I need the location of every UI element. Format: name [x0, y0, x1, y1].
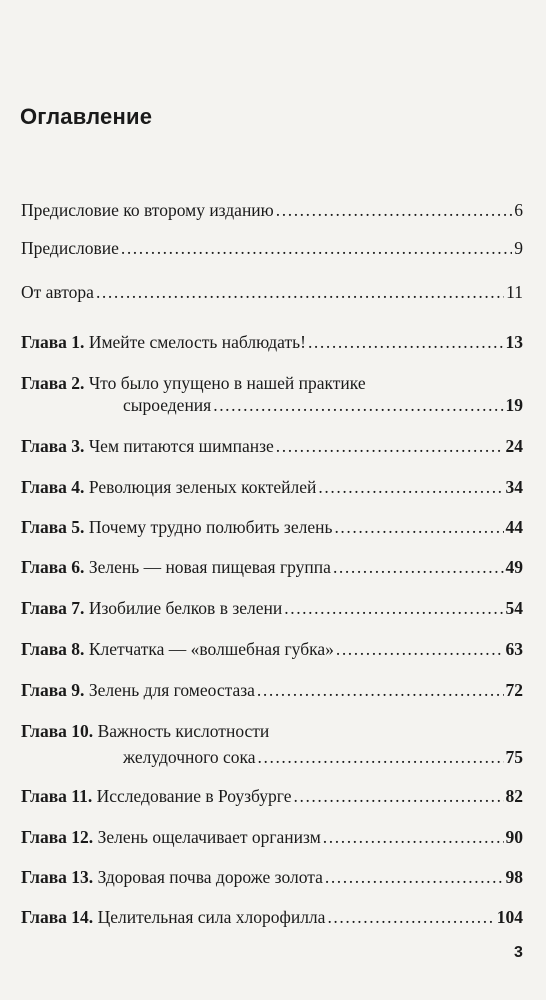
- toc-entry-title: Исследование в Роузбурге: [96, 786, 292, 806]
- toc-entry-page: 54: [505, 598, 523, 618]
- toc-entry-page: 44: [505, 517, 523, 537]
- chapter-label: Глава 11.: [21, 786, 93, 806]
- toc-entry-chapter-10: [21, 720, 523, 768]
- toc-entry-title: Предисловие ко второму изданию: [21, 200, 274, 220]
- toc-entry-chapter-14: [21, 906, 523, 928]
- toc-entry-page: 90: [505, 827, 523, 847]
- toc-entry-title: Имейте смелость наблюдать!: [88, 332, 306, 352]
- dot-leader: [276, 199, 512, 221]
- toc-entry-title: Изобилие белков в зелени: [88, 598, 283, 618]
- toc-entry-page: 49: [505, 557, 523, 577]
- dot-leader: [294, 785, 504, 807]
- chapter-label: Глава 9.: [21, 680, 85, 700]
- chapter-label: Глава 6.: [21, 557, 85, 577]
- toc-entry-title: Целительная сила хлорофилла: [97, 907, 326, 927]
- dot-leader: [333, 556, 504, 578]
- toc-entry-from-author: [21, 281, 523, 303]
- toc-entry-chapter-12: [21, 826, 523, 848]
- toc-entry-page: 82: [505, 786, 523, 806]
- toc-entry-page: 34: [505, 477, 523, 497]
- dot-leader: [121, 237, 512, 259]
- toc-entry-title: Почему трудно полюбить зелень: [88, 517, 333, 537]
- toc-entry-chapter-4: [21, 476, 523, 498]
- toc-entry-page: 72: [505, 680, 523, 700]
- toc-entry-page: 19: [505, 395, 523, 415]
- chapter-label: Глава 3.: [21, 436, 85, 456]
- toc-entry-title: Революция зеленых коктейлей: [88, 477, 317, 497]
- toc-entry-page: 63: [505, 639, 523, 659]
- toc-entry-title: Что было упущено в нашей практике: [88, 373, 366, 393]
- toc-entry-chapter-9: [21, 679, 523, 701]
- toc-entry-chapter-7: [21, 597, 523, 619]
- page-number: 3: [514, 944, 523, 961]
- toc-entry-title: Предисловие: [21, 238, 119, 258]
- chapter-label: Глава 1.: [21, 332, 85, 352]
- toc-entry-page: 75: [505, 747, 523, 767]
- dot-leader: [284, 597, 503, 619]
- toc-entry-chapter-3: [21, 435, 523, 457]
- toc-entry-page: 9: [514, 238, 523, 258]
- chapter-label: Глава 10.: [21, 721, 94, 741]
- toc-entry-foreword: [21, 237, 523, 259]
- chapter-label: Глава 8.: [21, 639, 85, 659]
- toc-entry-chapter-5: [21, 516, 523, 538]
- toc-heading: Оглавление: [20, 104, 153, 129]
- dot-leader: [334, 516, 503, 538]
- chapter-label: Глава 14.: [21, 907, 94, 927]
- dot-leader: [258, 746, 504, 768]
- toc-entry-page: 98: [505, 867, 523, 887]
- toc-entry-page: 6: [514, 200, 523, 220]
- toc-entry-title: Зелень для гомеостаза: [88, 680, 255, 700]
- dot-leader: [327, 906, 494, 928]
- toc-entry-page: 13: [505, 332, 523, 352]
- chapter-label: Глава 2.: [21, 373, 85, 393]
- toc-entry-title-continued: сыроедения: [123, 395, 212, 415]
- toc-entry-title: От автора: [21, 282, 94, 302]
- chapter-label: Глава 7.: [21, 598, 85, 618]
- toc-entry-title: Зелень ощелачивает организм: [97, 827, 321, 847]
- dot-leader: [325, 866, 504, 888]
- toc-entry-title-continued: желудочного сока: [123, 747, 256, 767]
- chapter-label: Глава 4.: [21, 477, 85, 497]
- dot-leader: [96, 281, 504, 303]
- toc-entry-chapter-1: [21, 331, 523, 353]
- dot-leader: [318, 476, 503, 498]
- toc-entry-title: Чем питаются шимпанзе: [88, 436, 274, 456]
- toc-entry-chapter-8: [21, 638, 523, 660]
- chapter-label: Глава 12.: [21, 827, 94, 847]
- toc-entry-title: Зелень — новая пищевая группа: [88, 557, 331, 577]
- dot-leader: [323, 826, 504, 848]
- toc-entry-page: 11: [506, 282, 523, 302]
- toc-entry-chapter-13: [21, 866, 523, 888]
- toc-entry-foreword-second-edition: [21, 199, 523, 221]
- chapter-label: Глава 5.: [21, 517, 85, 537]
- dot-leader: [213, 394, 503, 416]
- toc-entry-title: Клетчатка — «волшебная губка»: [88, 639, 334, 659]
- dot-leader: [257, 679, 504, 701]
- chapter-label: Глава 13.: [21, 867, 94, 887]
- toc-entry-chapter-2: [21, 372, 523, 416]
- toc-entry-title: Важность кислотности: [97, 721, 270, 741]
- dot-leader: [276, 435, 504, 457]
- toc-entry-title: Здоровая почва дороже золота: [97, 867, 323, 887]
- toc-entry-chapter-6: [21, 556, 523, 578]
- dot-leader: [308, 331, 504, 353]
- dot-leader: [336, 638, 504, 660]
- toc-entry-page: 24: [505, 436, 523, 456]
- toc-entry-page: 104: [496, 907, 523, 927]
- toc-entry-chapter-11: [21, 785, 523, 807]
